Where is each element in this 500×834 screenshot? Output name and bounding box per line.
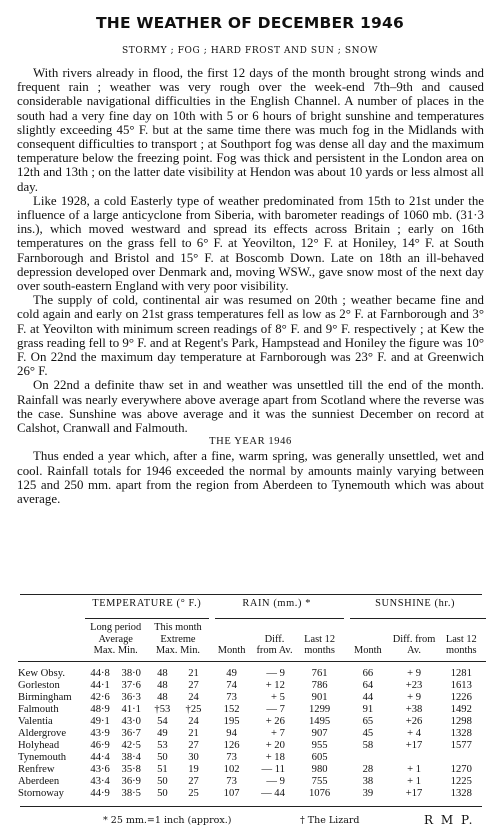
cell-sun-month: 64 [362, 679, 374, 691]
table-row [18, 776, 486, 788]
cell-station: Holyhead [18, 739, 60, 751]
cell-station: Birmingham [18, 691, 72, 703]
cell-avg-min: 36·9 [121, 775, 141, 787]
cell-station: Valentia [18, 715, 53, 727]
cell-sun-last12: 1492 [450, 703, 472, 715]
author-initials: R M P. [424, 813, 475, 827]
cell-rain-month: 73 [226, 775, 237, 787]
year-heading: THE YEAR 1946 [209, 436, 292, 448]
rain-diff-header: Diff. from Av. [256, 633, 293, 656]
table-bottom-rule [20, 806, 482, 807]
page-title: THE WEATHER OF DECEMBER 1946 [96, 14, 404, 32]
table-row [18, 752, 486, 764]
cell-ext-max: 53 [157, 739, 168, 751]
sun-last12-header: Last 12 months [445, 633, 477, 656]
cell-rain-month: 73 [226, 751, 237, 763]
cell-avg-min: 38·5 [121, 787, 141, 799]
cell-rain-last12: 907 [311, 727, 328, 739]
cell-ext-min: 24 [188, 691, 199, 703]
cell-ext-max: 48 [157, 691, 168, 703]
cell-sun-diff [392, 752, 437, 764]
cell-sun-month: 91 [362, 703, 374, 715]
cell-rain-last12: 605 [311, 751, 328, 763]
cell-avg-min: 42·5 [121, 739, 141, 751]
sun-diff-header: Diff. from Av. [392, 633, 436, 656]
rain-month-header: Month [217, 645, 246, 656]
cell-avg-max: 43·4 [90, 775, 110, 787]
cell-sun-month: 58 [362, 739, 374, 751]
table-row [18, 764, 486, 776]
cell-sun-diff: + 1 [407, 775, 421, 787]
cell-sun-last12: 1328 [450, 787, 472, 799]
paragraph-1: With rivers already in flood, the first 12 days of the month brought strong winds and frequent rain ; weather was very rough over the week-end 7th–9th and caused considerable navigational difficulties in the English Channel. A number of places in the south had a very fine day on 10th with 5 or 6 hours of bright sunshine and temperatures slightly exceeding 45° F. but at the same time there was much fog in the Midlands with consequent difficulties to transport ; at Southport fog was dense all day and the maximum temperature below the freezing point. Fog was thick and persistent in the London area on 12th and 13th ; on the latter date visibility at Hendon was about 10 yards or less almost all day. [17, 66, 484, 194]
cell-rain-month: 195 [223, 715, 240, 727]
cell-ext-min: 27 [188, 775, 199, 787]
cell-rain-month: 152 [223, 703, 240, 715]
cell-sun-last12: 1270 [450, 763, 472, 775]
rain-group-header: RAIN (mm.) * [242, 598, 311, 609]
cell-sun-last12: 1577 [450, 739, 472, 751]
cell-rain-month: 94 [226, 727, 237, 739]
table-row [18, 716, 486, 728]
cell-rain-diff: + 20 [265, 739, 285, 751]
cell-station: Renfrew [18, 763, 55, 775]
cell-rain-last12: 955 [311, 739, 328, 751]
cell-sun-diff: +26 [405, 715, 423, 727]
cell-sun-month: 65 [362, 715, 374, 727]
weather-table [18, 598, 486, 800]
cell-rain-diff: — 11 [261, 763, 285, 775]
cell-rain-month: 126 [223, 739, 240, 751]
cell-ext-max: 48 [157, 679, 168, 691]
cell-rain-diff: + 12 [265, 679, 285, 691]
cell-avg-max: 46·9 [90, 739, 110, 751]
cell-rain-last12: 901 [311, 691, 328, 703]
table-row [18, 740, 486, 752]
cell-ext-max: 54 [157, 715, 168, 727]
cell-ext-max: 48 [157, 667, 168, 679]
footnote-lizard: † The Lizard [300, 815, 360, 826]
cell-avg-max: 44·1 [90, 679, 110, 691]
cell-station: Falmouth [18, 703, 59, 715]
this-month-extreme-header: This month Extreme Max. Min. [154, 622, 202, 656]
paragraph-2: Like 1928, a cold Easterly type of weather predominated from 15th to 21st under the influence of a large anticyclone from Siberia, with barometer readings of 1060 mb. (31·3 ins.), which moved westward and spread its effects across Britain ; early on 16th temperatures on the grass fell to 6° F. at Yeovilton, 12° F. at Honiley, 14° F. at South Farnborough and Bristol and 15° F. at Boscomb Down. Late on 18th an ill-behaved depression developed over Denmark and, moving WSW., gave snow most of the next day over south-eastern England with very poor visibility. [17, 193, 484, 294]
cell-avg-min: 38·4 [121, 751, 141, 763]
cell-sun-diff: +23 [405, 679, 423, 691]
paragraph-3: The supply of cold, continental air was resumed on 20th ; weather became fine and cold again and early on 21st grass temperatures fell as low as 2° F. at Farnborough and 3° F. at Yeovilton with minimum screen readings of 8° F. and 9° F. respectively ; at Kew the grass reading fell to 9° F. and at Regent's Park, Hampstead and Honiley the figure was 10° F. On 22nd the maximum day temperature at Farnborough was 23° F. and at Greenwich 26° F. [17, 293, 484, 379]
sunshine-group-header: SUNSHINE (hr.) [375, 598, 456, 609]
cell-sun-month: 39 [362, 787, 374, 799]
cell-ext-min: 21 [188, 727, 199, 739]
cell-rain-last12: 761 [311, 667, 328, 679]
table-row [18, 704, 486, 716]
cell-rain-month: 102 [223, 763, 240, 775]
cell-ext-max: 50 [157, 787, 168, 799]
cell-sun-diff: +17 [405, 787, 423, 799]
cell-sun-month: 38 [362, 775, 374, 787]
sun-month-header: Month [354, 645, 382, 656]
cell-sun-diff: +17 [405, 739, 423, 751]
cell-rain-diff: + 5 [270, 691, 285, 703]
cell-sun-last12 [437, 752, 486, 764]
cell-rain-diff: + 26 [265, 715, 285, 727]
cell-ext-max: 50 [157, 751, 168, 763]
table-row [18, 662, 486, 680]
cell-station: Stornoway [18, 787, 64, 799]
cell-ext-max: 51 [157, 763, 168, 775]
temperature-group-header: TEMPERATURE (° F.) [92, 598, 202, 609]
cell-sun-diff: + 9 [407, 667, 421, 679]
cell-ext-min: 19 [188, 763, 199, 775]
cell-rain-last12: 1299 [309, 703, 331, 715]
cell-station: Aldergrove [18, 727, 67, 739]
cell-rain-last12: 1076 [309, 787, 331, 799]
cell-ext-min: †25 [185, 703, 202, 715]
cell-sun-last12: 1328 [450, 727, 472, 739]
table-row [18, 728, 486, 740]
cell-rain-last12: 1495 [309, 715, 331, 727]
cell-avg-min: 36·7 [121, 727, 141, 739]
footnote-rain-unit: * 25 mm.=1 inch (approx.) [103, 815, 232, 826]
cell-sun-last12: 1226 [450, 691, 472, 703]
long-period-average-header: Long period Average Max. Min. [90, 622, 142, 656]
cell-avg-min: 37·6 [121, 679, 141, 691]
cell-sun-month: 66 [362, 667, 374, 679]
cell-ext-min: 27 [188, 679, 199, 691]
cell-avg-min: 43·0 [121, 715, 141, 727]
cell-sun-month: 28 [362, 763, 374, 775]
cell-avg-max: 48·9 [90, 703, 110, 715]
cell-rain-last12: 786 [311, 679, 328, 691]
cell-rain-month: 107 [223, 787, 240, 799]
year-paragraph: Thus ended a year which, after a fine, warm spring, was generally unsettled, wet and cool. Rainfall totals for 1946 exceeded the normal by amounts mainly varying between 125 and 250 mm. apart from the region from Aberdeen to Tynemouth which was about average. [17, 449, 484, 507]
cell-avg-max: 43·6 [90, 763, 110, 775]
cell-ext-min: 27 [188, 739, 199, 751]
cell-ext-max: 49 [157, 727, 168, 739]
cell-ext-max: †53 [154, 703, 171, 715]
cell-sun-month: 45 [362, 727, 374, 739]
cell-avg-max: 42·6 [90, 691, 110, 703]
cell-avg-min: 36·3 [121, 691, 141, 703]
cell-sun-diff: +38 [405, 703, 423, 715]
paragraph-4: On 22nd a definite thaw set in and weather was unsettled till the end of the month. Rainfall was nearly everywhere above average apart from Scotland where the reverse was the case. Sunshine was above average and it was the sunniest December on record at Calshot, Cranwall and Falmouth. [17, 378, 484, 436]
cell-ext-min: 25 [188, 787, 199, 799]
cell-rain-diff: — 9 [266, 775, 285, 787]
cell-station: Aberdeen [18, 775, 60, 787]
cell-rain-month: 49 [226, 667, 237, 679]
cell-avg-max: 44·9 [90, 787, 110, 799]
cell-avg-max: 43·9 [90, 727, 110, 739]
cell-station: Tynemouth [18, 751, 67, 763]
cell-rain-diff: — 44 [261, 787, 285, 799]
table-top-rule [20, 594, 482, 595]
cell-avg-max: 44·4 [90, 751, 110, 763]
cell-ext-min: 24 [188, 715, 199, 727]
table-row [18, 788, 486, 800]
cell-sun-last12: 1298 [450, 715, 472, 727]
cell-ext-max: 50 [157, 775, 168, 787]
cell-sun-last12: 1225 [450, 775, 472, 787]
cell-avg-max: 44·8 [90, 667, 110, 679]
cell-avg-min: 41·1 [121, 703, 141, 715]
cell-avg-max: 49·1 [90, 715, 110, 727]
cell-sun-diff: + 4 [407, 727, 421, 739]
cell-ext-min: 21 [188, 667, 199, 679]
cell-sun-month: 44 [362, 691, 374, 703]
cell-sun-diff: + 1 [407, 763, 421, 775]
cell-avg-min: 35·8 [121, 763, 141, 775]
page-subtitle: STORMY ; FOG ; HARD FROST AND SUN ; SNOW [122, 46, 378, 56]
cell-rain-last12: 980 [311, 763, 328, 775]
table-row [18, 692, 486, 704]
cell-rain-last12: 755 [311, 775, 328, 787]
cell-sun-diff: + 9 [407, 691, 421, 703]
cell-station: Gorleston [18, 679, 60, 691]
cell-rain-month: 73 [226, 691, 237, 703]
cell-avg-min: 38·0 [121, 667, 141, 679]
table-row [18, 680, 486, 692]
cell-sun-last12: 1281 [450, 667, 472, 679]
cell-rain-diff: — 9 [266, 667, 285, 679]
cell-rain-diff: + 18 [265, 751, 285, 763]
cell-station: Kew Obsy. [18, 667, 65, 679]
cell-rain-diff: — 7 [266, 703, 285, 715]
cell-rain-month: 74 [226, 679, 237, 691]
cell-sun-month [344, 752, 391, 764]
cell-rain-diff: + 7 [270, 727, 285, 739]
rain-last12-header: Last 12 months [304, 633, 336, 656]
article-body [17, 66, 484, 506]
cell-ext-min: 30 [188, 751, 199, 763]
cell-sun-last12: 1613 [450, 679, 472, 691]
